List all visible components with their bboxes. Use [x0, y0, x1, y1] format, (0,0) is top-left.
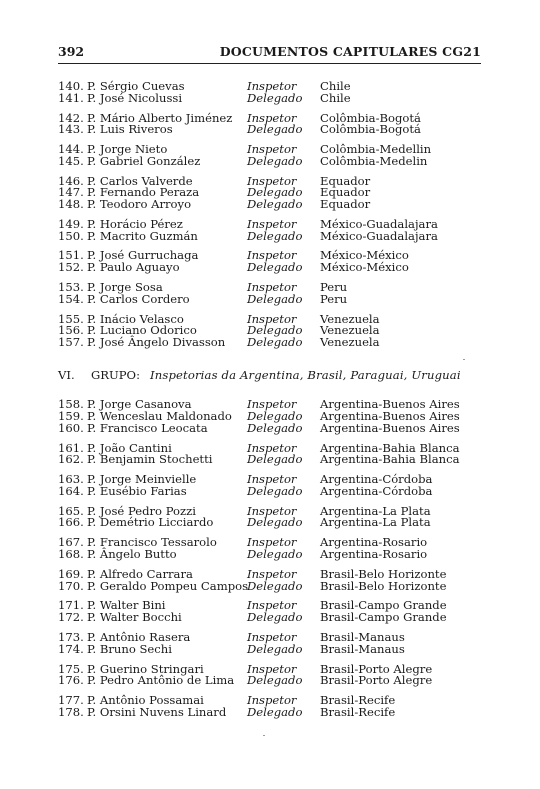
entry-role: Inspetor — [247, 566, 297, 581]
delegate-groups-before — [58, 81, 483, 348]
entry-name: P. Demétrio Licciardo — [87, 515, 214, 530]
entry-number: 159. — [58, 409, 84, 424]
entry-place: Peru — [320, 291, 348, 306]
entry-number: 168. — [58, 546, 84, 561]
entry-number: 153. — [58, 280, 84, 295]
entry-number: 142. — [58, 110, 84, 125]
entry-name: P. Francisco Leocata — [87, 420, 208, 435]
entry-role: Delegado — [247, 228, 303, 243]
entry-number: 169. — [58, 566, 84, 581]
delegate-row — [58, 228, 483, 243]
entry-number: 151. — [58, 248, 84, 263]
entry-role: Inspetor — [247, 173, 297, 188]
entry-role: Delegado — [247, 122, 303, 137]
delegate-row — [58, 546, 483, 561]
entry-place: Argentina-Rosario — [320, 546, 428, 561]
delegate-row — [58, 420, 483, 435]
entry-place: Brasil-Belo Horizonte — [320, 566, 447, 581]
entry-number: 170. — [58, 578, 84, 593]
entry-number: 177. — [58, 693, 84, 708]
entry-name: P. Ângelo Butto — [87, 546, 177, 561]
entry-role: Delegado — [247, 673, 303, 688]
entry-name: P. José Nicolussi — [87, 90, 183, 105]
section-number: VI. — [58, 368, 75, 383]
entry-name: P. Teodoro Arroyo — [87, 196, 192, 211]
entry-place: Brasil-Campo Grande — [320, 610, 447, 625]
entry-role: Inspetor — [247, 535, 297, 550]
entry-place: Argentina-Buenos Aires — [320, 409, 460, 424]
entry-role: Inspetor — [247, 216, 297, 231]
entry-name: P. Inácio Velasco — [87, 311, 184, 326]
delegate-row — [58, 483, 483, 498]
entry-role: Delegado — [247, 153, 303, 168]
entry-place: Colômbia-Bogotá — [320, 110, 421, 125]
delegate-row — [58, 196, 483, 211]
entry-number: 171. — [58, 598, 84, 613]
delegate-group — [58, 282, 483, 305]
entry-number: 174. — [58, 641, 84, 656]
entry-place: Chile — [320, 79, 351, 93]
entry-name: P. João Cantini — [87, 440, 172, 455]
delegate-group — [58, 216, 483, 243]
entry-place: Colômbia-Medellin — [320, 142, 432, 157]
entry-name: P. Benjamin Stochetti — [87, 452, 213, 467]
delegate-group — [58, 173, 483, 211]
delegate-row — [58, 262, 483, 274]
section-heading — [58, 370, 483, 382]
entry-name: P. Luis Riveros — [87, 122, 173, 137]
entry-role: Delegado — [247, 546, 303, 561]
delegate-group — [58, 632, 483, 655]
entry-place: Argentina-Córdoba — [320, 472, 433, 487]
entry-number: 175. — [58, 661, 84, 676]
page-number: 392 — [58, 44, 85, 59]
entry-number: 165. — [58, 503, 84, 518]
entry-place: Argentina-La Plata — [320, 503, 431, 518]
entry-name: P. Horácio Pérez — [87, 216, 183, 231]
entry-name: P. Jorge Meinvielle — [87, 472, 197, 487]
delegate-group — [58, 695, 483, 718]
entry-role: Inspetor — [247, 280, 297, 295]
entry-place: Equador — [320, 196, 371, 211]
entry-number: 158. — [58, 397, 84, 412]
entry-place: México-Guadalajara — [320, 216, 438, 231]
delegate-group — [58, 537, 483, 560]
entry-number: 152. — [58, 260, 84, 275]
entry-name: P. Antônio Rasera — [87, 630, 191, 645]
entry-name: P. Luciano Odorico — [87, 323, 197, 338]
entry-place: Brasil-Campo Grande — [320, 598, 447, 613]
delegate-group — [58, 399, 483, 434]
entry-role: Inspetor — [247, 661, 297, 676]
entry-place: México-Guadalajara — [320, 228, 438, 243]
entry-number: 145. — [58, 153, 84, 168]
entry-place: Brasil-Recife — [320, 704, 396, 719]
entry-number: 173. — [58, 630, 84, 645]
delegate-row — [58, 578, 483, 593]
delegate-group — [58, 503, 483, 530]
entry-role: Inspetor — [247, 248, 297, 263]
entry-role: Inspetor — [247, 311, 297, 326]
entry-name: P. Macrito Guzmán — [87, 228, 198, 243]
delegate-row — [58, 517, 483, 529]
delegate-group — [58, 661, 483, 688]
entry-place: Colômbia-Medelin — [320, 153, 428, 168]
entry-number: 148. — [58, 196, 84, 211]
entry-number: 146. — [58, 173, 84, 188]
entry-role: Inspetor — [247, 397, 297, 412]
entry-name: P. José Gurruchaga — [87, 248, 199, 263]
page-speck — [263, 735, 265, 736]
entry-name: P. Geraldo Pompeu Campos — [87, 578, 249, 593]
delegate-row — [58, 612, 483, 624]
entry-place: Brasil-Porto Alegre — [320, 661, 433, 676]
delegate-row — [58, 704, 483, 719]
entry-place: Venezuela — [320, 311, 380, 326]
delegate-group — [58, 440, 483, 467]
entry-role: Delegado — [247, 704, 303, 719]
entry-place: Argentina-Rosario — [320, 535, 428, 550]
entry-name: P. Jorge Sosa — [87, 280, 163, 295]
entry-name: P. Paulo Aguayo — [87, 260, 180, 275]
entry-number: 150. — [58, 228, 84, 243]
entry-number: 167. — [58, 535, 84, 550]
delegate-list — [58, 81, 483, 727]
entry-place: México-México — [320, 248, 409, 263]
entry-role: Delegado — [247, 483, 303, 498]
entry-place: Brasil-Porto Alegre — [320, 673, 433, 688]
entry-place: Argentina-Buenos Aires — [320, 397, 460, 412]
entry-place: Argentina-La Plata — [320, 515, 431, 530]
entry-name: P. Wenceslau Maldonado — [87, 409, 232, 424]
entry-number: 154. — [58, 291, 84, 306]
entry-number: 147. — [58, 185, 84, 200]
entry-name: P. Antônio Possamai — [87, 693, 204, 708]
delegate-group — [58, 311, 483, 349]
entry-name: P. Jorge Nieto — [87, 142, 168, 157]
entry-name: P. Jorge Casanova — [87, 397, 192, 412]
entry-place: México-México — [320, 260, 409, 275]
entry-role: Delegado — [247, 260, 303, 275]
delegate-row — [58, 334, 483, 349]
entry-name: P. Orsini Nuvens Linard — [87, 704, 227, 719]
entry-place: Venezuela — [320, 323, 380, 338]
entry-role: Inspetor — [247, 472, 297, 487]
entry-role: Delegado — [247, 515, 303, 530]
entry-number: 176. — [58, 673, 84, 688]
entry-role: Inspetor — [247, 630, 297, 645]
entry-number: 155. — [58, 311, 84, 326]
entry-role: Inspetor — [247, 79, 297, 93]
entry-place: Peru — [320, 280, 348, 295]
entry-name: P. Eusébio Farias — [87, 483, 187, 498]
entry-role: Delegado — [247, 610, 303, 625]
entry-role: Delegado — [247, 334, 303, 349]
entry-number: 149. — [58, 216, 84, 231]
entry-place: Brasil-Recife — [320, 693, 396, 708]
entry-role: Delegado — [247, 420, 303, 435]
entry-place: Brasil-Belo Horizonte — [320, 578, 447, 593]
entry-name: P. Bruno Sechi — [87, 641, 172, 656]
delegate-row — [58, 153, 483, 168]
entry-number: 163. — [58, 472, 84, 487]
delegate-group — [58, 81, 483, 104]
section-title: Inspetorias da Argentina, Brasil, Paraguai, Uruguai — [150, 368, 461, 383]
entry-number: 160. — [58, 420, 84, 435]
delegate-row — [58, 454, 483, 466]
entry-name: P. Mário Alberto Jiménez — [87, 110, 233, 125]
entry-place: Colômbia-Bogotá — [320, 122, 421, 137]
running-title: DOCUMENTOS CAPITULARES CG21 — [219, 44, 481, 59]
entry-name: P. José Ângelo Divasson — [87, 334, 226, 349]
entry-number: 141. — [58, 90, 84, 105]
entry-name: P. Guerino Stringari — [87, 661, 204, 676]
entry-number: 157. — [58, 334, 84, 349]
delegate-group — [58, 600, 483, 623]
delegate-group — [58, 250, 483, 273]
entry-place: Brasil-Manaus — [320, 641, 405, 656]
delegate-row — [58, 90, 483, 105]
delegate-row — [58, 124, 483, 136]
entry-place: Venezuela — [320, 334, 380, 349]
delegate-groups-after — [58, 399, 483, 718]
entry-number: 164. — [58, 483, 84, 498]
entry-role: Delegado — [247, 641, 303, 656]
entry-name: P. Walter Bocchi — [87, 610, 182, 625]
entry-name: P. Francisco Tessarolo — [87, 535, 217, 550]
entry-name: P. Walter Bini — [87, 598, 166, 613]
entry-role: Inspetor — [247, 693, 297, 708]
entry-place: Argentina-Bahia Blanca — [320, 440, 460, 455]
entry-role: Delegado — [247, 90, 303, 105]
header-rule — [58, 63, 481, 64]
entry-number: 140. — [58, 79, 84, 93]
entry-role: Delegado — [247, 196, 303, 211]
entry-name: P. Carlos Valverde — [87, 173, 193, 188]
entry-name: P. José Pedro Pozzi — [87, 503, 196, 518]
entry-role: Delegado — [247, 452, 303, 467]
entry-role: Inspetor — [247, 440, 297, 455]
entry-number: 144. — [58, 142, 84, 157]
delegate-row — [58, 675, 483, 687]
entry-place: Brasil-Manaus — [320, 630, 405, 645]
entry-place: Equador — [320, 185, 371, 200]
entry-number: 166. — [58, 515, 84, 530]
entry-role: Delegado — [247, 578, 303, 593]
entry-role: Delegado — [247, 409, 303, 424]
entry-name: P. Pedro Antônio de Lima — [87, 673, 235, 688]
delegate-group — [58, 144, 483, 167]
page-header — [58, 44, 481, 64]
entry-number: 162. — [58, 452, 84, 467]
delegate-row — [58, 641, 483, 656]
entry-name: P. Alfredo Carrara — [87, 566, 193, 581]
entry-number: 172. — [58, 610, 84, 625]
entry-name: P. Carlos Cordero — [87, 291, 190, 306]
entry-number: 178. — [58, 704, 84, 719]
entry-role: Inspetor — [247, 110, 297, 125]
entry-place: Argentina-Córdoba — [320, 483, 433, 498]
entry-place: Equador — [320, 173, 371, 188]
entry-name: P. Gabriel González — [87, 153, 201, 168]
entry-role: Delegado — [247, 291, 303, 306]
entry-name: P. Fernando Peraza — [87, 185, 200, 200]
delegate-row — [58, 291, 483, 306]
entry-role: Inspetor — [247, 142, 297, 157]
entry-place: Argentina-Buenos Aires — [320, 420, 460, 435]
delegate-group — [58, 566, 483, 593]
entry-number: 156. — [58, 323, 84, 338]
entry-role: Delegado — [247, 185, 303, 200]
delegate-group — [58, 474, 483, 497]
entry-role: Inspetor — [247, 598, 297, 613]
entry-place: Argentina-Bahia Blanca — [320, 452, 460, 467]
entry-number: 161. — [58, 440, 84, 455]
delegate-group — [58, 110, 483, 137]
entry-place: Chile — [320, 90, 351, 105]
entry-role: Inspetor — [247, 503, 297, 518]
page-speck — [463, 359, 465, 360]
entry-name: P. Sérgio Cuevas — [87, 79, 185, 93]
section-label: GRUPO: — [91, 368, 140, 383]
entry-role: Delegado — [247, 323, 303, 338]
entry-number: 143. — [58, 122, 84, 137]
